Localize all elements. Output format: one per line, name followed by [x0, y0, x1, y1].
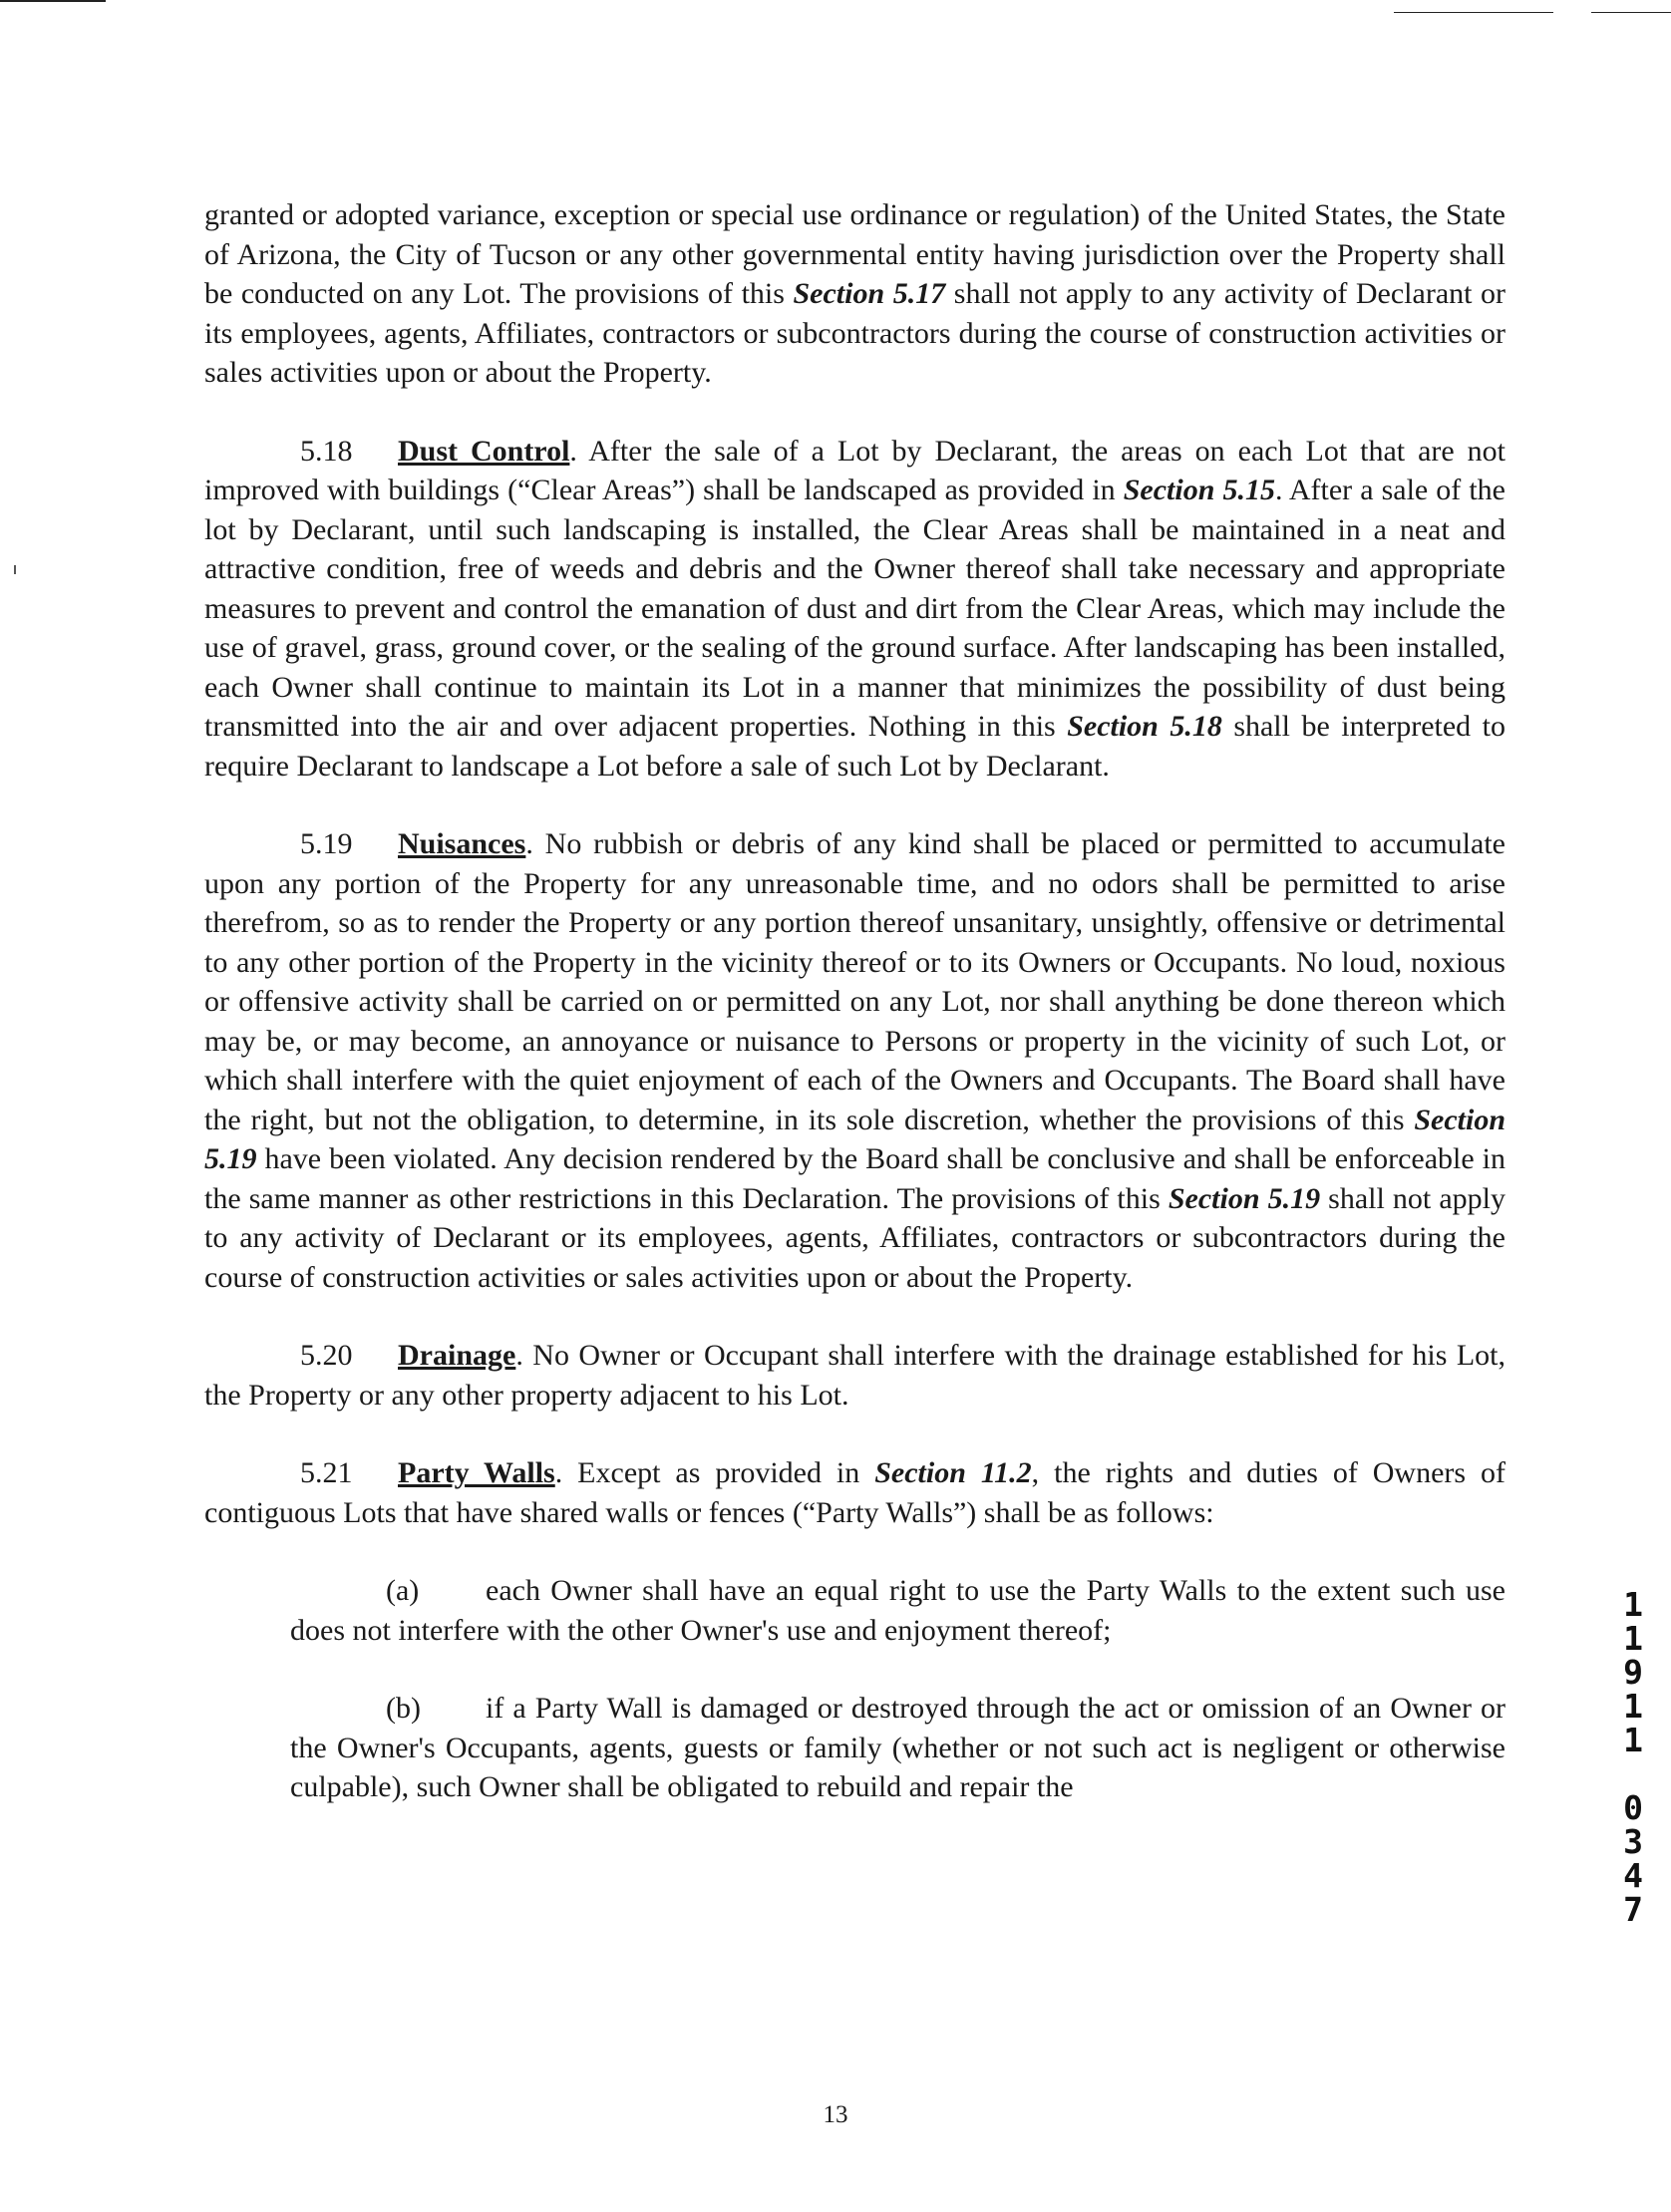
subsection-label: (a): [386, 1574, 420, 1607]
section-reference: Section 5.17: [793, 277, 946, 310]
section-title: Drainage: [398, 1339, 516, 1372]
subsection-label: (b): [386, 1692, 421, 1725]
stamp-digit: 3: [1623, 1822, 1643, 1861]
document-body: [204, 195, 1505, 1846]
text-run: . Except as provided in: [554, 1456, 875, 1489]
scan-speck: [14, 565, 16, 574]
text-run: have been violated. Any decision rendered by the Board shall be conclusive and shall be enforceable in the same manner as other restrictions in this Declaration. The provisions of this: [204, 1142, 1505, 1215]
text-run: shall not apply to any activity of Declarant or its employees, agents, Affiliates, contractors or subcontractors during the course of construction activities or sales activities upon or about the Property.: [204, 1181, 1505, 1294]
section-title: Dust Control: [398, 434, 570, 468]
scan-edge-line-top-right: [1394, 12, 1553, 13]
stamp-digit: 7: [1623, 1890, 1643, 1929]
section-number: 5.18: [300, 434, 353, 468]
scan-edge-line-top-left: [0, 0, 106, 2]
text-run: shall not apply to any activity of Declarant or its employees, agents, Affiliates, contractors or subcontractors during the course of construction activities or sales activities upon or about the Property.: [204, 277, 1506, 389]
recording-number-stamp: [1613, 1585, 1653, 1929]
page-number: 13: [823, 2101, 848, 2128]
paragraph-517-continuation: [204, 195, 1505, 393]
text-run: , the rights and duties of Owners of contiguous Lots that have shared walls or fences (“Party Walls”) shall be as follows:: [204, 1456, 1506, 1529]
section-5-19: [204, 824, 1505, 1297]
section-5-21: [204, 1453, 1505, 1532]
stamp-digit: 1: [1623, 1687, 1643, 1726]
section-number: 5.20: [300, 1339, 353, 1372]
text-run: . No rubbish or debris of any kind shall be placed or permitted to accumulate upon any portion of the Property for any unreasonable time, and no odors shall be permitted to arise therefrom, so as to render the Property or any portion thereof unsanitary, unsightly, offensive or detrimental to any other portion of the Property in the vicinity thereof or to its Owners or Occupants. No loud, noxious or offensive activity shall be carried on or permitted on any Lot, nor shall anything be done thereon which may be, or may become, an annoyance or nuisance to Persons or property in the vicinity of such Lot, or which shall interfere with the quiet enjoyment of each of the Owners and Occupants. The Board shall have the right, but not the obligation, to determine, in its sole discretion, whether the provisions of this: [204, 827, 1505, 1136]
section-reference: Section 5.18: [1067, 710, 1222, 743]
stamp-digit: 9: [1623, 1653, 1643, 1692]
section-title: Party Walls: [398, 1456, 555, 1489]
subsection-5-21-b: [204, 1689, 1505, 1807]
stamp-digit: 0: [1623, 1788, 1643, 1827]
stamp-gap: [1613, 1757, 1653, 1791]
text-run: each Owner shall have an equal right to use the Party Walls to the extent such use does not interfere with the other Owner's use and enjoyment thereof;: [290, 1574, 1505, 1647]
scan-edge-line-top-far-right: [1591, 12, 1671, 13]
section-reference: Section 5.19: [204, 1103, 1505, 1175]
section-reference: Section 5.19: [1168, 1181, 1321, 1215]
stamp-digit: 1: [1623, 1585, 1643, 1624]
stamp-digit: 1: [1623, 1619, 1643, 1658]
section-5-20: [204, 1336, 1505, 1415]
stamp-digit: 4: [1623, 1856, 1643, 1895]
text-run: granted or adopted variance, exception or special use ordinance or regulation) of the United States, the State of Arizona, the City of Tucson or any other governmental entity having jurisdiction over the Property shall be conducted on any Lot. The provisions of this: [204, 198, 1505, 310]
text-run: if a Party Wall is damaged or destroyed through the act or omission of an Owner or the Owner's Occupants, agents, guests or family (whether or not such act is negligent or otherwise culpable), such Owner shall be obligated to rebuild and repair the: [290, 1692, 1505, 1803]
section-reference: Section 5.15: [1123, 474, 1275, 506]
text-run: . After a sale of the lot by Declarant, until such landscaping is installed, the Clear Areas shall be maintained in a neat and attractive condition, free of weeds and debris and the Owner thereof shall take necessary and appropriate measures to prevent and control the emanation of dust and dirt from the Clear Areas, which may include the use of gravel, grass, ground cover, or the sealing of the ground surface. After landscaping has been installed, each Owner shall continue to maintain its Lot in a manner that minimizes the possibility of dust being transmitted into the air and over adjacent properties. Nothing in this: [204, 474, 1505, 743]
section-number: 5.19: [300, 827, 353, 860]
section-reference: Section 11.2: [874, 1456, 1032, 1489]
section-5-18: [204, 432, 1505, 787]
subsection-5-21-a: [204, 1571, 1505, 1650]
text-run: . No Owner or Occupant shall interfere with the drainage established for his Lot, the Property or any other property adjacent to his Lot.: [204, 1339, 1505, 1412]
stamp-digit: 1: [1623, 1721, 1643, 1759]
text-run: . After the sale of a Lot by Declarant, the areas on each Lot that are not improved with buildings (“Clear Areas”) shall be landscaped as provided in: [204, 434, 1505, 506]
text-run: shall be interpreted to require Declarant to landscape a Lot before a sale of such Lot by Declarant.: [204, 710, 1505, 783]
section-title: Nuisances: [398, 827, 526, 860]
section-number: 5.21: [300, 1456, 353, 1489]
